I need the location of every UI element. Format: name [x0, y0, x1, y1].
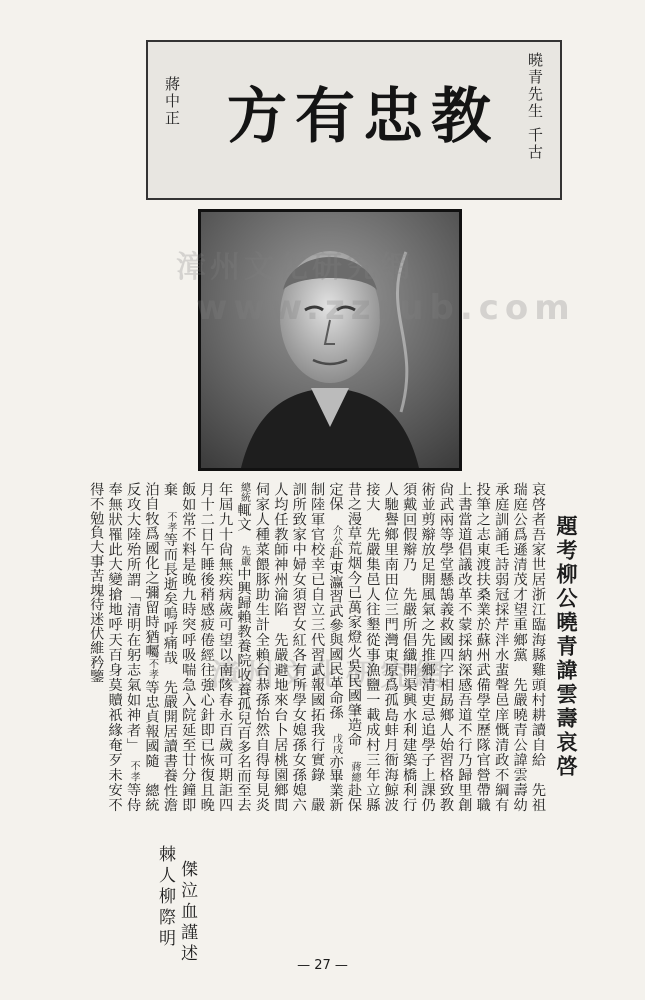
article-annotation: 不孝	[128, 760, 140, 783]
article-text: 亦畢業新制陸軍官校幸已自立三代習武報國拓我行實錄 嚴訓所致家中婦女須習女紅各有所學女媳孫女孫媳六人均任教師神州淪陷 先嚴避地來台卜居桃園鄉間伺家人種菜餵豚助生計全賴台恭孫怡然自得每見炎	[253, 482, 344, 827]
article-annotation: 不孝	[164, 511, 176, 533]
article-text: 等侍奉無狀罹此大變搶地呼天百身莫贖祇緣奄歹未安不得不勉負大事苦塊待迷伏維矜鑒	[88, 482, 142, 812]
article-annotation: 介公	[330, 525, 342, 546]
watermark-text: 漳州文化研究網	[176, 250, 414, 285]
article-title: 題考柳公曉青諱雲壽哀啓	[554, 515, 579, 779]
article-annotation: 蔣總	[348, 761, 360, 783]
article-annotation: 總統	[238, 482, 250, 503]
article-annotation: 先嚴	[238, 545, 250, 567]
signature-line-2: 傑泣血謹述	[177, 860, 197, 965]
article-text: 輒文	[235, 502, 252, 546]
article-text: 等而長逝矣嗚呼痛哉 先嚴開居讀書養性澹泊自牧爲國化之彌留時猶囑	[143, 482, 178, 812]
article-text: 哀啓者吾家世居浙江臨海縣雞頭村耕讀自給 先祖瑞庭公爲遜清茂才望重鄉黨 先嚴曉青公諱雲壽幼承庭訓誦毛詩弱冠採芹泮水蜚聲邑庠慨清政不綱有投筆之志東渡扶桑業於蘇州武備學堂歷隊官營帶職上書當道倡議改革不蒙採納深感吾道不行乃歸里創尙武兩等學堂懸鵠義救國四字相勗鄉人始習格致教術並剪辮放足開風氣之先推鄉清吏忌追學子上課仍須戴回假辮乃 先嚴所倡纖開渠興水利建築橋利行人馳譽鄉里南田位三門灣東原爲孤島蚌月衙海鯨波接大 先嚴集邑人往墾從事漁鹽一載成村三年立縣昔之漫草荒烟今已萬家燈火吳民國肇造命	[345, 482, 546, 812]
watermark-text-lower: 漳州文化研究網	[210, 658, 448, 693]
page-number: — 27 —	[297, 958, 348, 973]
plaque-left-inscription: 蔣中正	[163, 76, 181, 127]
article-text: 等忠貞報國隨 總統反攻大陸殆所謂「清明在躬志氣如神者」	[125, 482, 160, 812]
article-text: 中興歸賴教養院收養孤兒百多名而至去年屆九十尙無疾病歲可望以南陔春永百歲可期詎四月十二日午睡後稍感疲倦經往強心針即已恢復且晚飯如常不料是晚九時突呼吸喘急入院延至廿分鐘即棄	[161, 482, 252, 813]
portrait-illustration	[201, 212, 459, 468]
article-body	[88, 482, 547, 827]
signature-line-1: 棘人柳際明	[155, 845, 175, 950]
portrait-photo	[198, 209, 462, 471]
calligraphy-plaque	[146, 40, 562, 200]
article-annotation: 不孝	[146, 658, 158, 680]
article-annotation: 戊戌	[330, 733, 342, 755]
watermark-url: www.zzrub.com	[196, 288, 576, 328]
article-text: 赴保定保	[327, 482, 362, 812]
article-text: 赴東瀛習武參與國民革命孫	[327, 545, 344, 734]
plaque-main-text: 教忠有方	[227, 82, 499, 152]
plaque-right-inscription: 曉青先生 千古	[526, 52, 544, 161]
